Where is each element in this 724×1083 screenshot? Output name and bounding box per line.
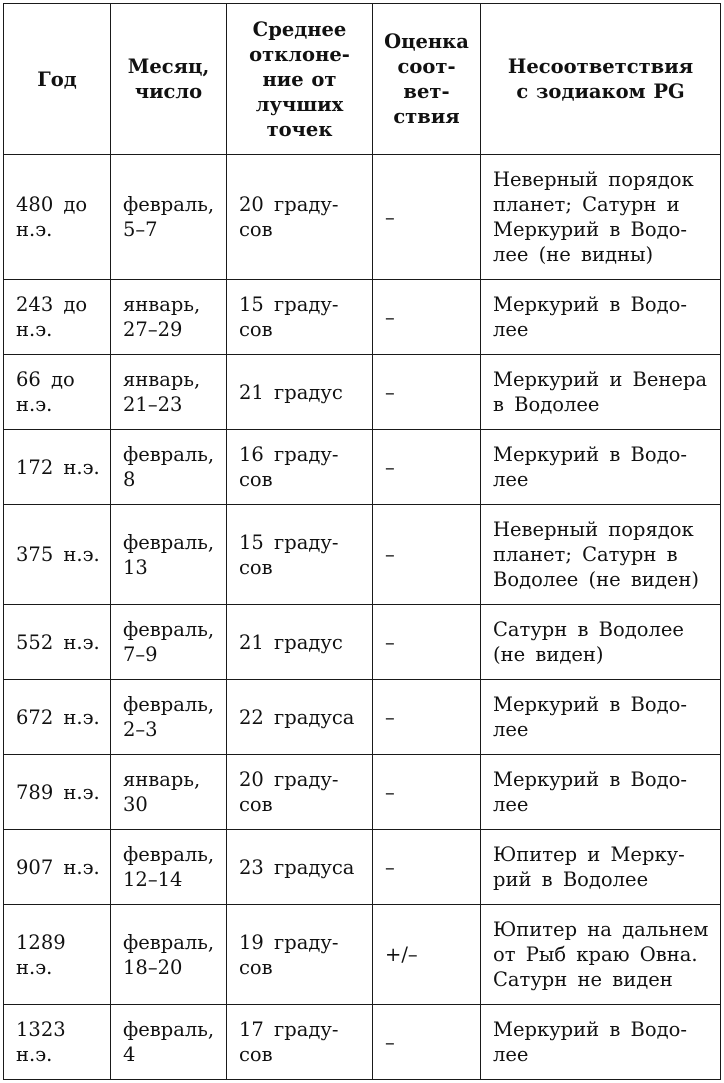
- cell-deviation: 15 граду- сов: [227, 505, 373, 605]
- cell-deviation: 17 граду- сов: [227, 1005, 373, 1080]
- cell-score: –: [373, 680, 481, 755]
- table-row: [4, 280, 721, 355]
- cell-year: 172 н.э.: [4, 430, 111, 505]
- cell-year: 1289 н.э.: [4, 905, 111, 1005]
- cell-month: январь, 30: [111, 755, 227, 830]
- table-row: [4, 505, 721, 605]
- cell-deviation: 20 граду- сов: [227, 155, 373, 280]
- cell-month: январь, 27–29: [111, 280, 227, 355]
- cell-score: –: [373, 1005, 481, 1080]
- cell-mismatch: Неверный порядок планет; Сатурн и Меркурий в Водо- лее (не видны): [481, 155, 721, 280]
- cell-score: –: [373, 505, 481, 605]
- cell-deviation: 19 граду- сов: [227, 905, 373, 1005]
- cell-mismatch: Юпитер на дальнем от Рыб краю Овна. Сатурн не виден: [481, 905, 721, 1005]
- table-row: [4, 155, 721, 280]
- cell-month: январь, 21–23: [111, 355, 227, 430]
- cell-mismatch: Сатурн в Водолее (не виден): [481, 605, 721, 680]
- cell-year: 375 н.э.: [4, 505, 111, 605]
- cell-score: –: [373, 155, 481, 280]
- cell-month: февраль, 13: [111, 505, 227, 605]
- cell-month: февраль, 5–7: [111, 155, 227, 280]
- table-row: [4, 755, 721, 830]
- cell-year: 66 до н.э.: [4, 355, 111, 430]
- cell-year: 1323 н.э.: [4, 1005, 111, 1080]
- table-row: [4, 430, 721, 505]
- cell-mismatch: Меркурий и Венера в Водолее: [481, 355, 721, 430]
- cell-score: –: [373, 280, 481, 355]
- cell-deviation: 20 граду- сов: [227, 755, 373, 830]
- cell-score: –: [373, 830, 481, 905]
- cell-mismatch: Меркурий в Водо- лее: [481, 755, 721, 830]
- cell-deviation: 23 градуса: [227, 830, 373, 905]
- cell-deviation: 22 градуса: [227, 680, 373, 755]
- table-row: [4, 605, 721, 680]
- table-header: [4, 4, 721, 155]
- cell-month: февраль, 18–20: [111, 905, 227, 1005]
- cell-month: февраль, 8: [111, 430, 227, 505]
- table-row: [4, 830, 721, 905]
- cell-month: февраль, 2–3: [111, 680, 227, 755]
- cell-month: февраль, 7–9: [111, 605, 227, 680]
- cell-year: 789 н.э.: [4, 755, 111, 830]
- cell-score: –: [373, 355, 481, 430]
- cell-month: февраль, 12–14: [111, 830, 227, 905]
- data-table: [3, 3, 721, 1080]
- cell-year: 672 н.э.: [4, 680, 111, 755]
- cell-year: 243 до н.э.: [4, 280, 111, 355]
- cell-deviation: 15 граду- сов: [227, 280, 373, 355]
- table-row: [4, 680, 721, 755]
- cell-year: 552 н.э.: [4, 605, 111, 680]
- header-score: Оценка соот- вет- ствия: [373, 4, 481, 155]
- table-row: [4, 905, 721, 1005]
- cell-year: 480 до н.э.: [4, 155, 111, 280]
- cell-mismatch: Меркурий в Водо- лее: [481, 280, 721, 355]
- cell-score: –: [373, 605, 481, 680]
- cell-mismatch: Меркурий в Водо- лее: [481, 430, 721, 505]
- table-row: [4, 355, 721, 430]
- cell-score: –: [373, 430, 481, 505]
- cell-month: февраль, 4: [111, 1005, 227, 1080]
- header-mismatch: Несоответствия с зодиаком PG: [481, 4, 721, 155]
- table-body: [4, 155, 721, 1080]
- cell-score: –: [373, 755, 481, 830]
- cell-deviation: 21 градус: [227, 605, 373, 680]
- header-month: Месяц, число: [111, 4, 227, 155]
- header-deviation: Среднее отклоне- ние от лучших точек: [227, 4, 373, 155]
- cell-mismatch: Меркурий в Водо- лее: [481, 1005, 721, 1080]
- cell-score: +/–: [373, 905, 481, 1005]
- cell-mismatch: Меркурий в Водо- лее: [481, 680, 721, 755]
- header-year: Год: [4, 4, 111, 155]
- cell-mismatch: Юпитер и Мерку- рий в Водолее: [481, 830, 721, 905]
- cell-deviation: 16 граду- сов: [227, 430, 373, 505]
- cell-year: 907 н.э.: [4, 830, 111, 905]
- cell-deviation: 21 градус: [227, 355, 373, 430]
- cell-mismatch: Неверный порядок планет; Сатурн в Водолее (не виден): [481, 505, 721, 605]
- table-row: [4, 1005, 721, 1080]
